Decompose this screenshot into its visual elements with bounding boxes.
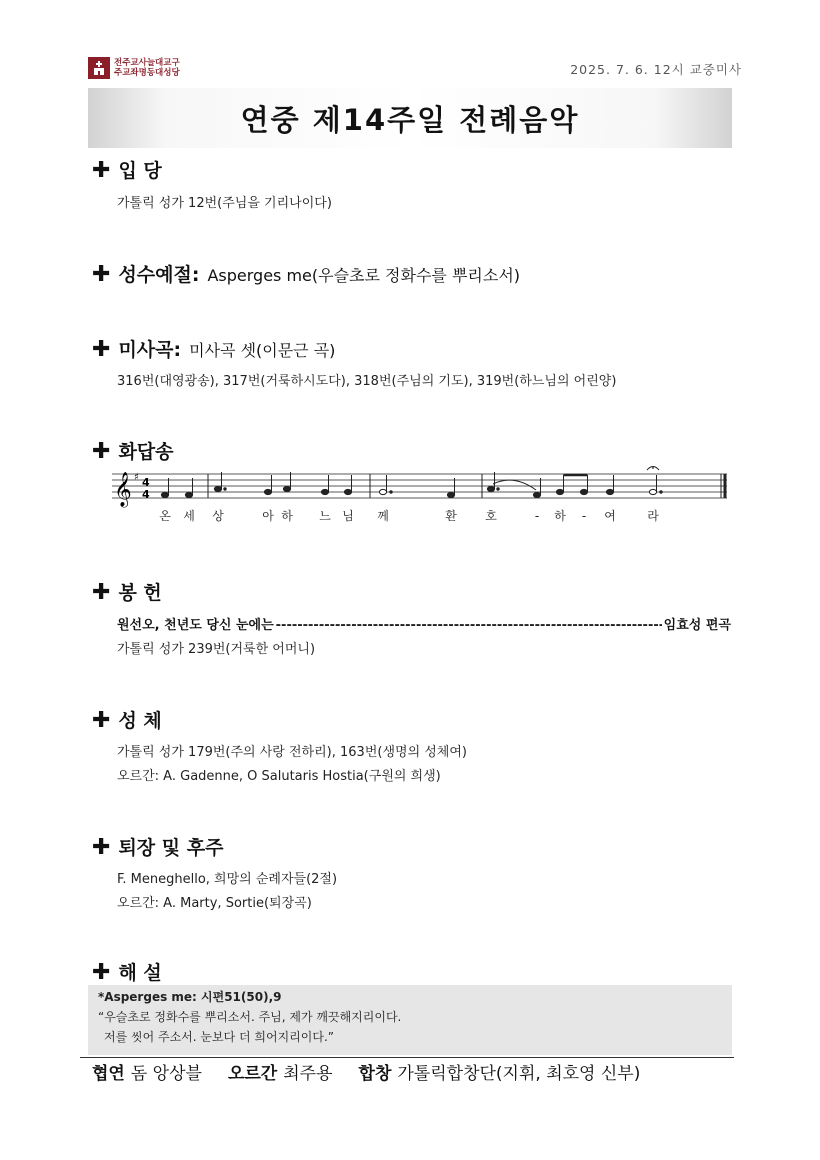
dot: [660, 491, 662, 493]
offertory-piece: 원선오, 천년도 당신 눈에는: [117, 618, 274, 633]
logo-line-2: 주교좌명동대성당: [114, 68, 180, 78]
lyric: 하: [281, 509, 293, 523]
commentary-box: [88, 985, 732, 1055]
mass-numbers: 316번(대영광송), 317번(거룩하시도다), 318번(주님의 기도), 319번(하느님의 어린양): [117, 374, 617, 389]
sprinkling-piece: Asperges me(우슬초로 정화수를 뿌리소서): [207, 266, 521, 285]
footer-choir: 가톨릭합창단(지휘, 최호영 신부): [397, 1064, 641, 1084]
commentary-reference: *Asperges me: 시편51(50),9: [98, 990, 282, 1004]
note: [447, 492, 454, 497]
offertory-hymn: 가톨릭 성가 239번(거룩한 어머니): [117, 642, 316, 657]
note: [580, 489, 587, 494]
lyric: 께: [377, 509, 389, 523]
cross-icon: ✚: [92, 708, 111, 733]
section-entrance: [92, 156, 162, 183]
time-sig-top: 4: [142, 476, 150, 489]
section-communion: [92, 706, 162, 733]
note: [556, 489, 563, 494]
note: [487, 486, 494, 491]
half-note: [379, 489, 386, 494]
time-sig-bottom: 4: [142, 488, 150, 501]
dot: [497, 488, 499, 490]
dot: [224, 488, 226, 490]
communion-organ: 오르간: A. Gadenne, O Salutaris Hostia(구원의 희생): [117, 769, 441, 784]
footer-organist: 최주용: [283, 1064, 333, 1084]
lyric: 하: [554, 509, 566, 523]
note: [533, 492, 540, 497]
cross-icon: ✚: [92, 158, 111, 183]
section-mass-title: 미사곡:: [118, 339, 182, 361]
section-recessional: [92, 833, 223, 860]
note: [344, 489, 351, 494]
note: [264, 489, 271, 494]
lyric: 여: [604, 509, 616, 523]
lyric: 세: [183, 509, 195, 523]
mass-setting: 미사곡 셋(이문근 곡): [189, 341, 336, 360]
offertory-piece-row: [117, 614, 731, 633]
section-commentary: [92, 958, 162, 985]
communion-hymns: 가톨릭 성가 179번(주의 사랑 전하리), 163번(생명의 성체여): [117, 745, 467, 760]
commentary-quote-1: “우슬초로 정화수를 뿌리소서. 주님, 제가 깨끗해지리이다.: [98, 1010, 402, 1024]
treble-clef-icon: 𝄞: [114, 472, 132, 507]
mass-date: 2025. 7. 6. 12시 교중미사: [570, 62, 742, 77]
note: [214, 486, 221, 491]
note: [321, 489, 328, 494]
dotted-leader: [276, 618, 662, 633]
title-bar: [88, 88, 732, 148]
recessional-organ: 오르간: A. Marty, Sortie(퇴장곡): [117, 896, 312, 911]
lyric: -: [534, 509, 540, 523]
section-recessional-title: 퇴장 및 후주: [118, 837, 224, 859]
note: [606, 489, 613, 494]
lyric: 느: [319, 509, 331, 523]
sharp-icon: ♯: [134, 472, 139, 483]
section-sprinkling-title: 성수예절:: [118, 264, 200, 286]
lyric: 환: [445, 509, 457, 523]
cross-icon: ✚: [92, 262, 111, 287]
section-offertory: [92, 578, 162, 605]
section-offertory-title: 봉 헌: [118, 582, 162, 604]
dot: [390, 491, 392, 493]
psalm-score: [112, 462, 732, 532]
lyric: 온: [159, 509, 171, 523]
lyric: -: [581, 509, 587, 523]
section-psalm: [92, 437, 174, 464]
section-psalm-title: 화답송: [118, 441, 174, 463]
note: [161, 492, 168, 497]
footer-divider: [80, 1057, 734, 1058]
recessional-hymn: F. Meneghello, 희망의 순례자들(2절): [117, 872, 338, 887]
lyric: 라: [647, 509, 659, 523]
footer-label-organ: 오르간: [227, 1064, 278, 1084]
entrance-hymn: 가톨릭 성가 12번(주님을 기리나이다): [117, 196, 332, 211]
cross-icon: ✚: [92, 439, 111, 464]
section-sprinkling: [92, 260, 520, 287]
lyric: 님: [342, 509, 354, 523]
lyric: 상: [212, 509, 224, 523]
fermata-dot: [652, 467, 654, 469]
offertory-arranger: 임효성 편곡: [663, 618, 731, 633]
parish-logo: [88, 57, 180, 79]
cross-icon: ✚: [92, 835, 111, 860]
note: [283, 486, 290, 491]
logo-line-1: 전주교사늘대교구: [114, 58, 180, 68]
lyric: 아: [262, 509, 274, 523]
section-entrance-title: 입 당: [118, 160, 162, 182]
section-commentary-title: 해 설: [118, 962, 162, 984]
footer-ensemble: 돔 앙상블: [130, 1064, 202, 1084]
commentary-quote-2: 저를 씻어 주소서. 눈보다 더 희어지리이다.”: [104, 1030, 334, 1044]
half-note: [649, 489, 656, 494]
page-title: 연중 제14주일 전례음악: [240, 102, 580, 137]
footer-label-ensemble: 협연: [92, 1064, 125, 1084]
lyric: 호: [485, 509, 497, 523]
performers-footer: [92, 1059, 640, 1084]
note: [185, 492, 192, 497]
section-mass: [92, 335, 335, 362]
section-communion-title: 성 체: [118, 710, 162, 732]
footer-label-choir: 합창: [358, 1064, 392, 1084]
church-icon: [88, 57, 110, 79]
cross-icon: ✚: [92, 960, 111, 985]
cross-icon: ✚: [92, 580, 111, 605]
cross-icon: ✚: [92, 337, 111, 362]
